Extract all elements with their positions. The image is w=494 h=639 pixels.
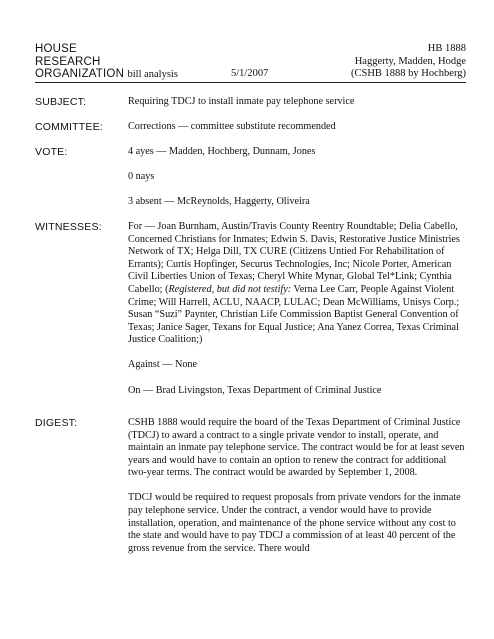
org-name-line-2: RESEARCH (35, 55, 101, 68)
vote-nays: 0 nays (128, 171, 155, 183)
witnesses-for-text: For — Joan Burnham, Austin/Travis County Reentry Roundtable; Delia Cabello, Concerned Christians for Inmates; Edwin S. Davis, Restorative Justice Ministries Network of TX; Helga Dill, TX CURE (Citizens Untied For Rehabilitation of Errants); Curtis Hopfinger, Securus Technologies, Inc; Nicole Porter, American Civil Liberties Union of Texas; Cheryl White Mynar, Global Tel*Link; Cynthia Cabello; ( (128, 221, 460, 295)
committee-text: Corrections — committee substitute recommended (128, 121, 336, 132)
vote-ayes: 4 ayes — Madden, Hochberg, Dunnam, Jones (128, 146, 316, 157)
witnesses-on: On — Brad Livingston, Texas Department of Criminal Justice (128, 384, 382, 396)
analysis-date: 5/1/2007 (231, 68, 269, 79)
subject-content (128, 96, 466, 109)
witnesses-for (128, 221, 466, 347)
org-name-line-3 (35, 68, 178, 81)
header-divider (35, 82, 466, 83)
digest-label: DIGEST: (35, 417, 78, 429)
digest-paragraph-2: TDCJ would be required to request proposals from private vendors for the inmate pay telephone service. Under the contract, a vendor would have to provide installation, operation, and maintenance of the phone service without any cost to the state and would have to pay TDCJ a commission of at least 40 percent of the gross revenue from the service. There would (128, 492, 461, 554)
digest-content (128, 417, 466, 555)
witnesses-against: Against — None (128, 359, 198, 371)
org-name-line-1: HOUSE (35, 43, 77, 55)
document-type: bill analysis (127, 69, 178, 80)
document-header (35, 43, 466, 81)
committee-label: COMMITTEE: (35, 121, 103, 133)
witnesses-content (128, 221, 466, 397)
vote-content (128, 146, 466, 209)
witnesses-for-text-end: Verna Lee Carr, People Against Violent Crime; Will Harrell, ACLU, NAACP, LULAC; Dean McWilliams, Unisys Corp.; Susan “Suzi” Paynter, Christian Life Commission Baptist General Convention of Texas; Janice Sager, Texans for Equal Justice; Ana Yanez Correa, Texas Criminal Justice Coalition;) (128, 283, 460, 346)
vote-absent: 3 absent — McReynolds, Haggerty, Oliveira (128, 196, 310, 208)
subject-label: SUBJECT: (35, 96, 87, 108)
bill-authors: Haggerty, Madden, Hodge (354, 55, 466, 67)
vote-label: VOTE: (35, 146, 68, 158)
witnesses-label: WITNESSES: (35, 221, 102, 233)
subject-text: Requiring TDCJ to install inmate pay telephone service (128, 96, 355, 107)
bill-number: HB 1888 (427, 43, 466, 54)
digest-paragraph-1: CSHB 1888 would require the board of the Texas Department of Criminal Justice (TDCJ) to award a contract to a single private vendor to install, operate, and maintain an inmate pay telephone service. The contract would be for at least seven years and would have to contain an option to renew the contract for additional two-year terms. The contract would be awarded by September 1, 2008. (128, 417, 465, 479)
substitute-note: (CSHB 1888 by Hochberg) (350, 68, 466, 79)
committee-content (128, 121, 466, 134)
org-name-word: ORGANIZATION (35, 68, 125, 80)
registered-note: Registered, but did not testify: (168, 283, 292, 295)
